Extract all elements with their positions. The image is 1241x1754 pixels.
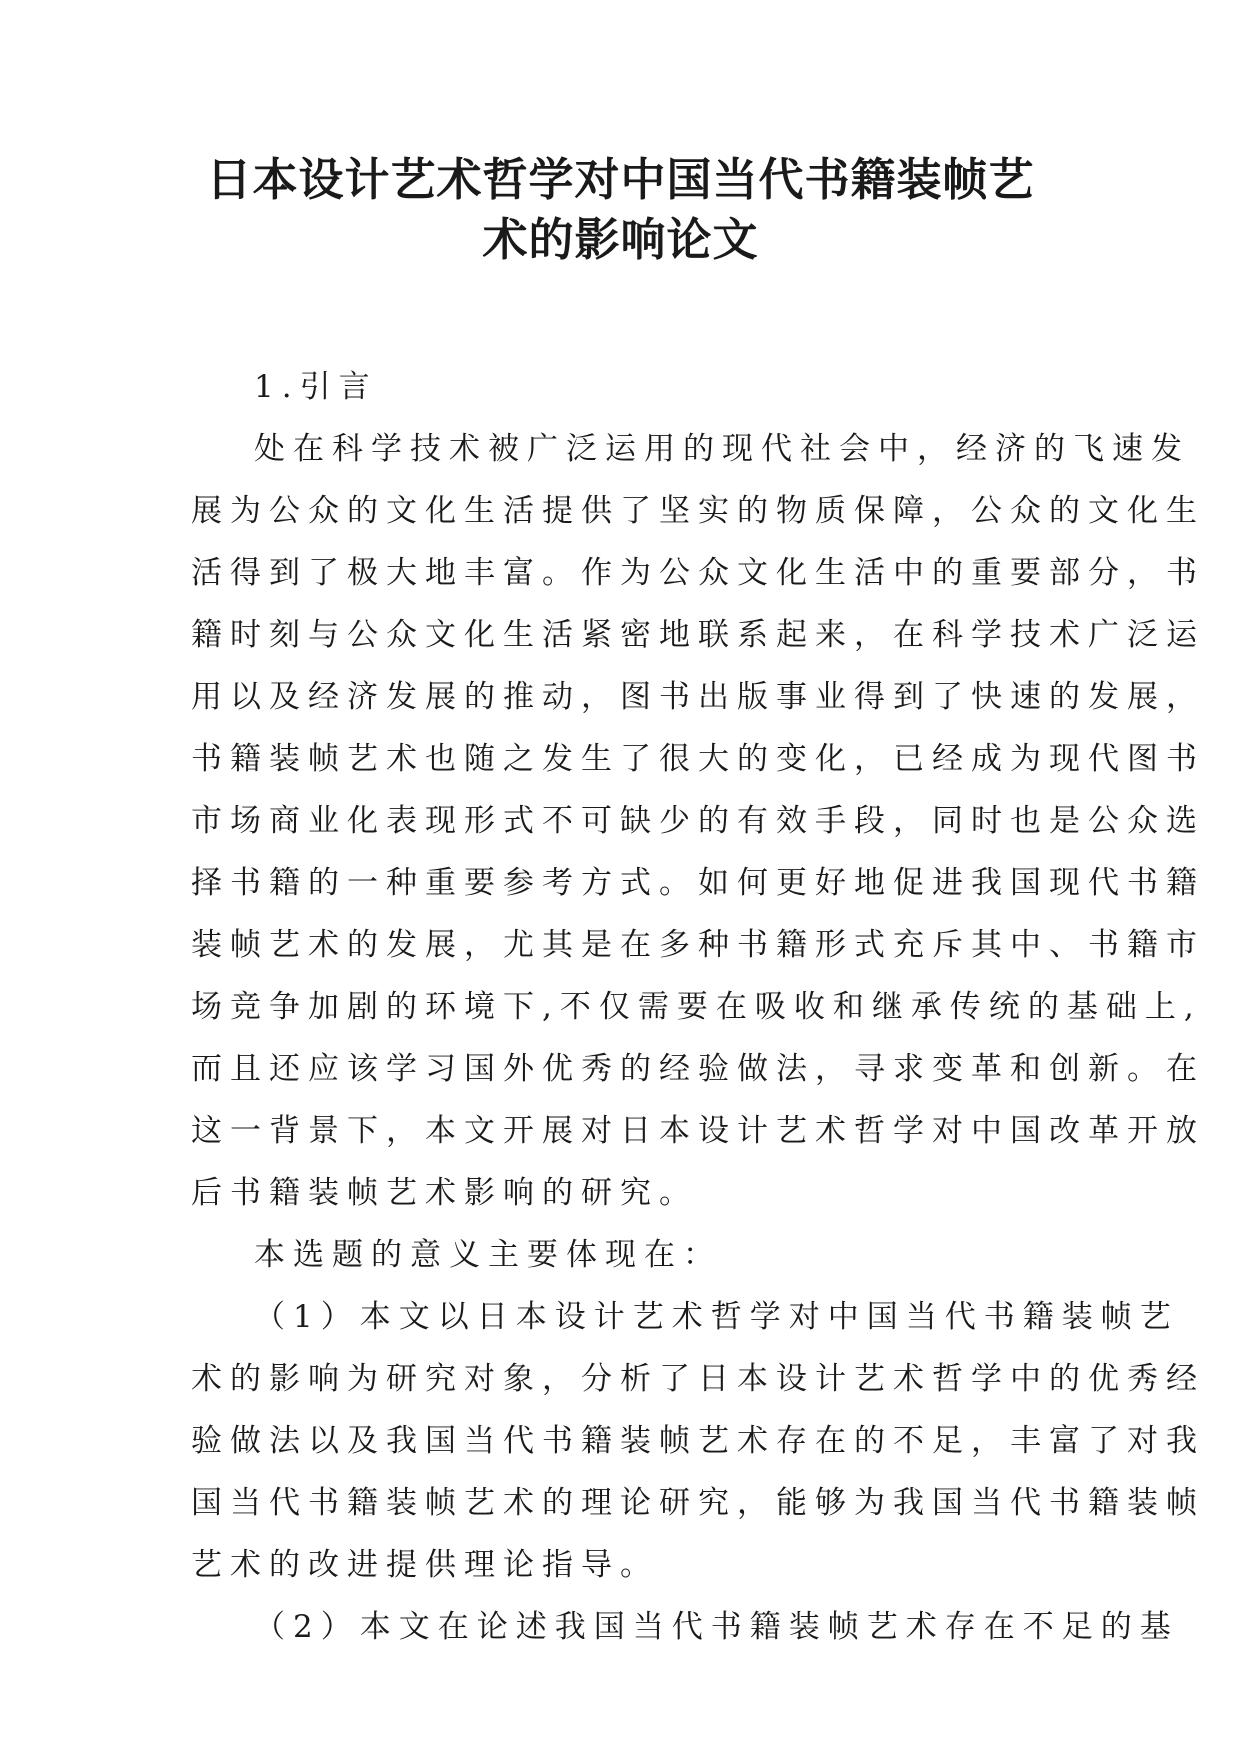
paragraph-line: 择书籍的一种重要参考方式。如何更好地促进我国现代书籍: [191, 865, 1205, 901]
paragraph-line: 籍时刻与公众文化生活紧密地联系起来，在科学技术广泛运: [191, 617, 1205, 653]
paragraph-line: 用以及经济发展的推动，图书出版事业得到了快速的发展，: [191, 679, 1205, 715]
paragraph-line: 术的影响为研究对象，分析了日本设计艺术哲学中的优秀经: [191, 1361, 1205, 1397]
paragraph-line: 展为公众的文化生活提供了坚实的物质保障，公众的文化生: [191, 493, 1205, 529]
paragraph-line: 书籍装帧艺术也随之发生了很大的变化，已经成为现代图书: [191, 741, 1205, 777]
paragraph-line: 场竞争加剧的环境下,不仅需要在吸收和继承传统的基础上,: [191, 989, 1202, 1025]
paragraph: [191, 1286, 1205, 1596]
paragraph-line: 国当代书籍装帧艺术的理论研究，能够为我国当代书籍装帧: [191, 1485, 1205, 1521]
paragraph-line: 本选题的意义主要体现在：: [254, 1237, 722, 1273]
paragraph-line: 艺术的改进提供理论指导。: [191, 1547, 659, 1583]
paragraph-line: 活得到了极大地丰富。作为公众文化生活中的重要部分，书: [191, 555, 1205, 591]
paragraph-line: 后书籍装帧艺术影响的研究。: [191, 1175, 698, 1211]
paragraph-line: 这一背景下，本文开展对日本设计艺术哲学对中国改革开放: [191, 1113, 1205, 1149]
title-line: 日本设计艺术哲学对中国当代书籍装帧艺: [206, 153, 1035, 206]
document-title: [160, 150, 1081, 270]
paragraph-line: 装帧艺术的发展，尤其是在多种书籍形式充斥其中、书籍市: [191, 927, 1205, 963]
paragraph: [191, 1224, 1051, 1286]
paragraph-line: 处在科学技术被广泛运用的现代社会中，经济的飞速发: [254, 431, 1190, 467]
paragraph-line: （1）本文以日本设计艺术哲学对中国当代书籍装帧艺: [254, 1299, 1179, 1335]
paragraph-line: 而且还应该学习国外优秀的经验做法，寻求变革和创新。在: [191, 1051, 1205, 1087]
paragraph: [191, 1596, 1179, 1658]
document-body: [191, 356, 1205, 1658]
paragraph-line: （2）本文在论述我国当代书籍装帧艺术存在不足的基: [254, 1609, 1179, 1645]
paragraph: [191, 418, 1205, 1224]
paragraph-line: 验做法以及我国当代书籍装帧艺术存在的不足，丰富了对我: [191, 1423, 1205, 1459]
paragraph-line: 市场商业化表现形式不可缺少的有效手段，同时也是公众选: [191, 803, 1205, 839]
section-heading: 1.引言: [254, 369, 378, 405]
title-line: 术的影响论文: [482, 213, 759, 266]
